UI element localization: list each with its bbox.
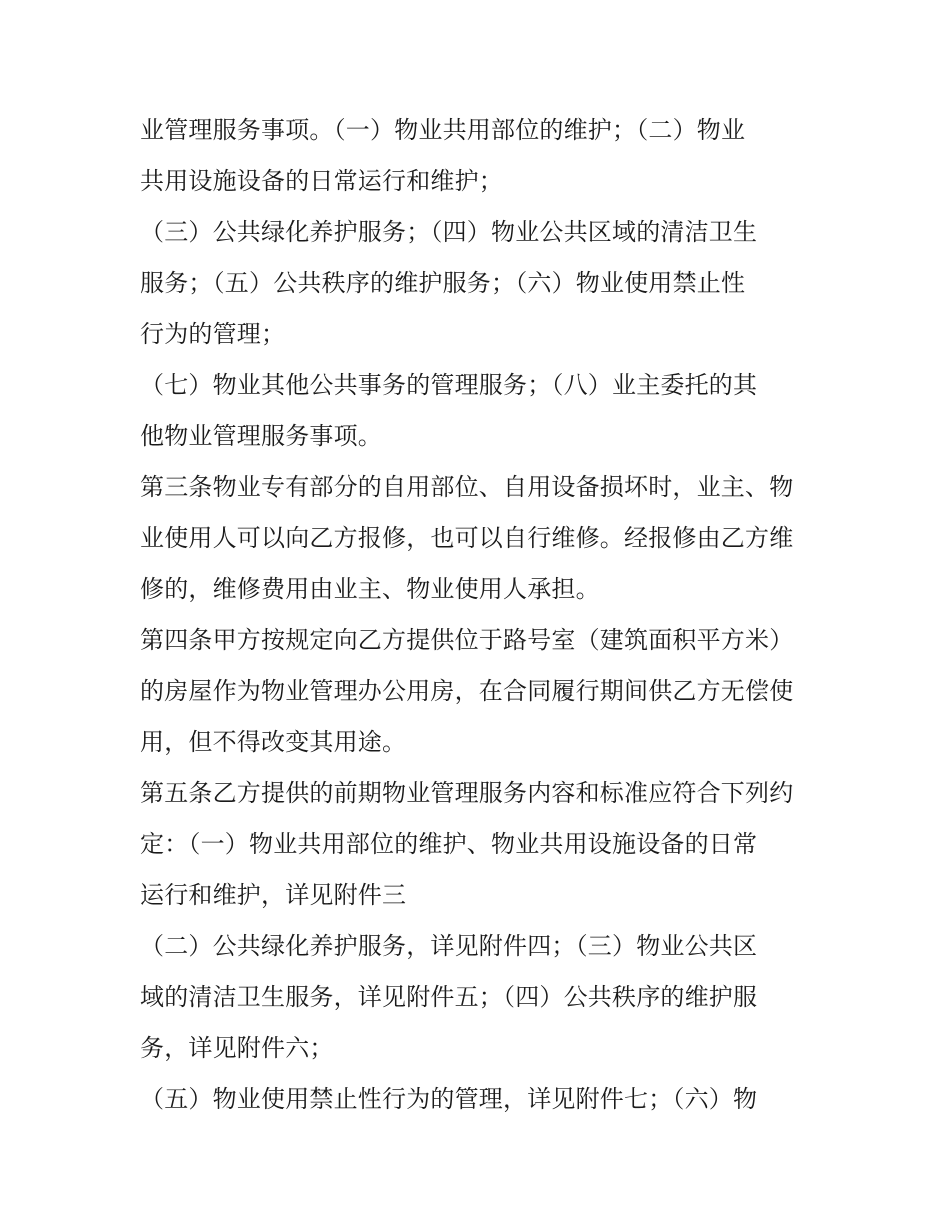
text-line: 第三条物业专有部分的自用部位、自用设备损坏时，业主、物	[140, 473, 794, 501]
text-line: 业管理服务事项。（一）物业共用部位的维护；（二）物业	[140, 116, 746, 144]
text-line: 的房屋作为物业管理办公用房，在合同履行期间供乙方无偿使	[140, 677, 794, 705]
text-line: 共用设施设备的日常运行和维护；	[140, 167, 503, 195]
text-line: 他物业管理服务事项。	[140, 422, 382, 450]
text-line: 行为的管理；	[140, 320, 286, 348]
document-body	[140, 105, 820, 1125]
text-line: 业使用人可以向乙方报修，也可以自行维修。经报修由乙方维	[140, 524, 794, 552]
text-line: （七）物业其他公共事务的管理服务；（八）业主委托的其	[140, 371, 758, 399]
text-line: （三）公共绿化养护服务；（四）物业公共区域的清洁卫生	[140, 218, 758, 246]
text-line: 定：（一）物业共用部位的维护、物业共用设施设备的日常	[140, 830, 758, 858]
text-line: 第五条乙方提供的前期物业管理服务内容和标准应符合下列约	[140, 779, 794, 807]
text-line: 务，详见附件六；	[140, 1034, 334, 1062]
text-line: 第四条甲方按规定向乙方提供位于路号室（建筑面积平方米）	[140, 626, 794, 654]
text-line: 用，但不得改变其用途。	[140, 728, 407, 756]
text-line: 修的，维修费用由业主、物业使用人承担。	[140, 575, 600, 603]
text-line: （五）物业使用禁止性行为的管理，详见附件七；（六）物	[140, 1085, 758, 1113]
text-line: （二）公共绿化养护服务，详见附件四；（三）物业公共区	[140, 932, 758, 960]
text-line: 服务；（五）公共秩序的维护服务；（六）物业使用禁止性	[140, 269, 746, 297]
text-line: 域的清洁卫生服务，详见附件五；（四）公共秩序的维护服	[140, 983, 758, 1011]
text-line: 运行和维护，详见附件三	[140, 881, 407, 909]
